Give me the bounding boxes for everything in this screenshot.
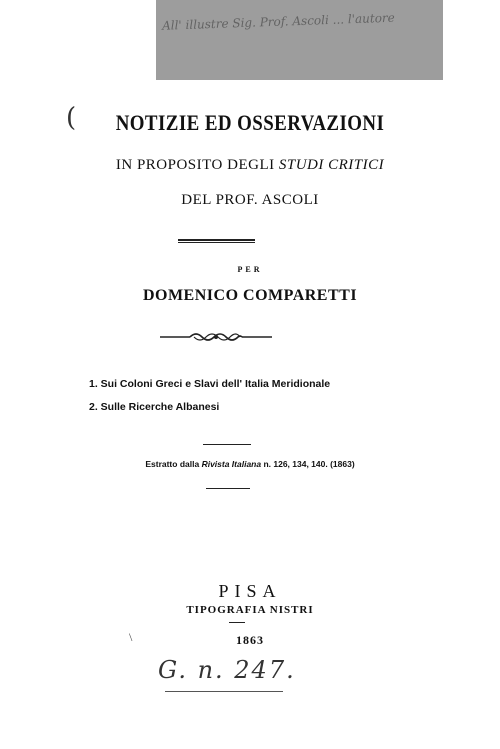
handwritten-dedication-slip — [156, 0, 443, 80]
subtitle-prefix: IN PROPOSITO DEGLI — [115, 157, 279, 173]
per-label: PER — [237, 265, 263, 274]
shelfmark-underline — [165, 691, 283, 692]
publisher-name: TIPOGRAFIA NISTRI — [186, 604, 314, 616]
ornament-divider — [160, 330, 272, 344]
divider-rule — [206, 488, 250, 489]
list-item: 1. Sui Coloni Greci e Slavi dell' Italia Meridionale — [89, 378, 331, 390]
author-name: DOMENICO COMPARETTI — [142, 287, 358, 304]
pencil-mark: \ — [129, 630, 133, 644]
extract-journal: Rivista Italiana — [201, 459, 262, 469]
subtitle-line-1 — [0, 157, 500, 174]
publication-city: PISA — [218, 581, 282, 601]
extract-note — [0, 459, 500, 469]
divider-rule — [203, 444, 251, 445]
dedication-text: All' illustre Sig. Prof. Ascoli ... l'autore — [161, 10, 395, 33]
subtitle-line-2: DEL PROF. ASCOLI — [181, 192, 319, 208]
divider-rule — [178, 242, 255, 243]
extract-prefix: Estratto dalla — [145, 459, 202, 469]
list-item: 2. Sulle Ricerche Albanesi — [89, 401, 220, 413]
subtitle-italic: STUDI CRITICI — [278, 157, 385, 173]
divider-rule — [229, 622, 245, 623]
divider-rule — [178, 239, 255, 241]
page-title: NOTIZIE ED OSSERVAZIONI — [115, 110, 385, 135]
handwritten-shelfmark: G. n. 247. — [158, 656, 296, 684]
title-bracket-mark: ( — [66, 103, 77, 133]
publication-year: 1863 — [236, 633, 264, 647]
extract-suffix: n. 126, 134, 140. (1863) — [261, 459, 355, 469]
